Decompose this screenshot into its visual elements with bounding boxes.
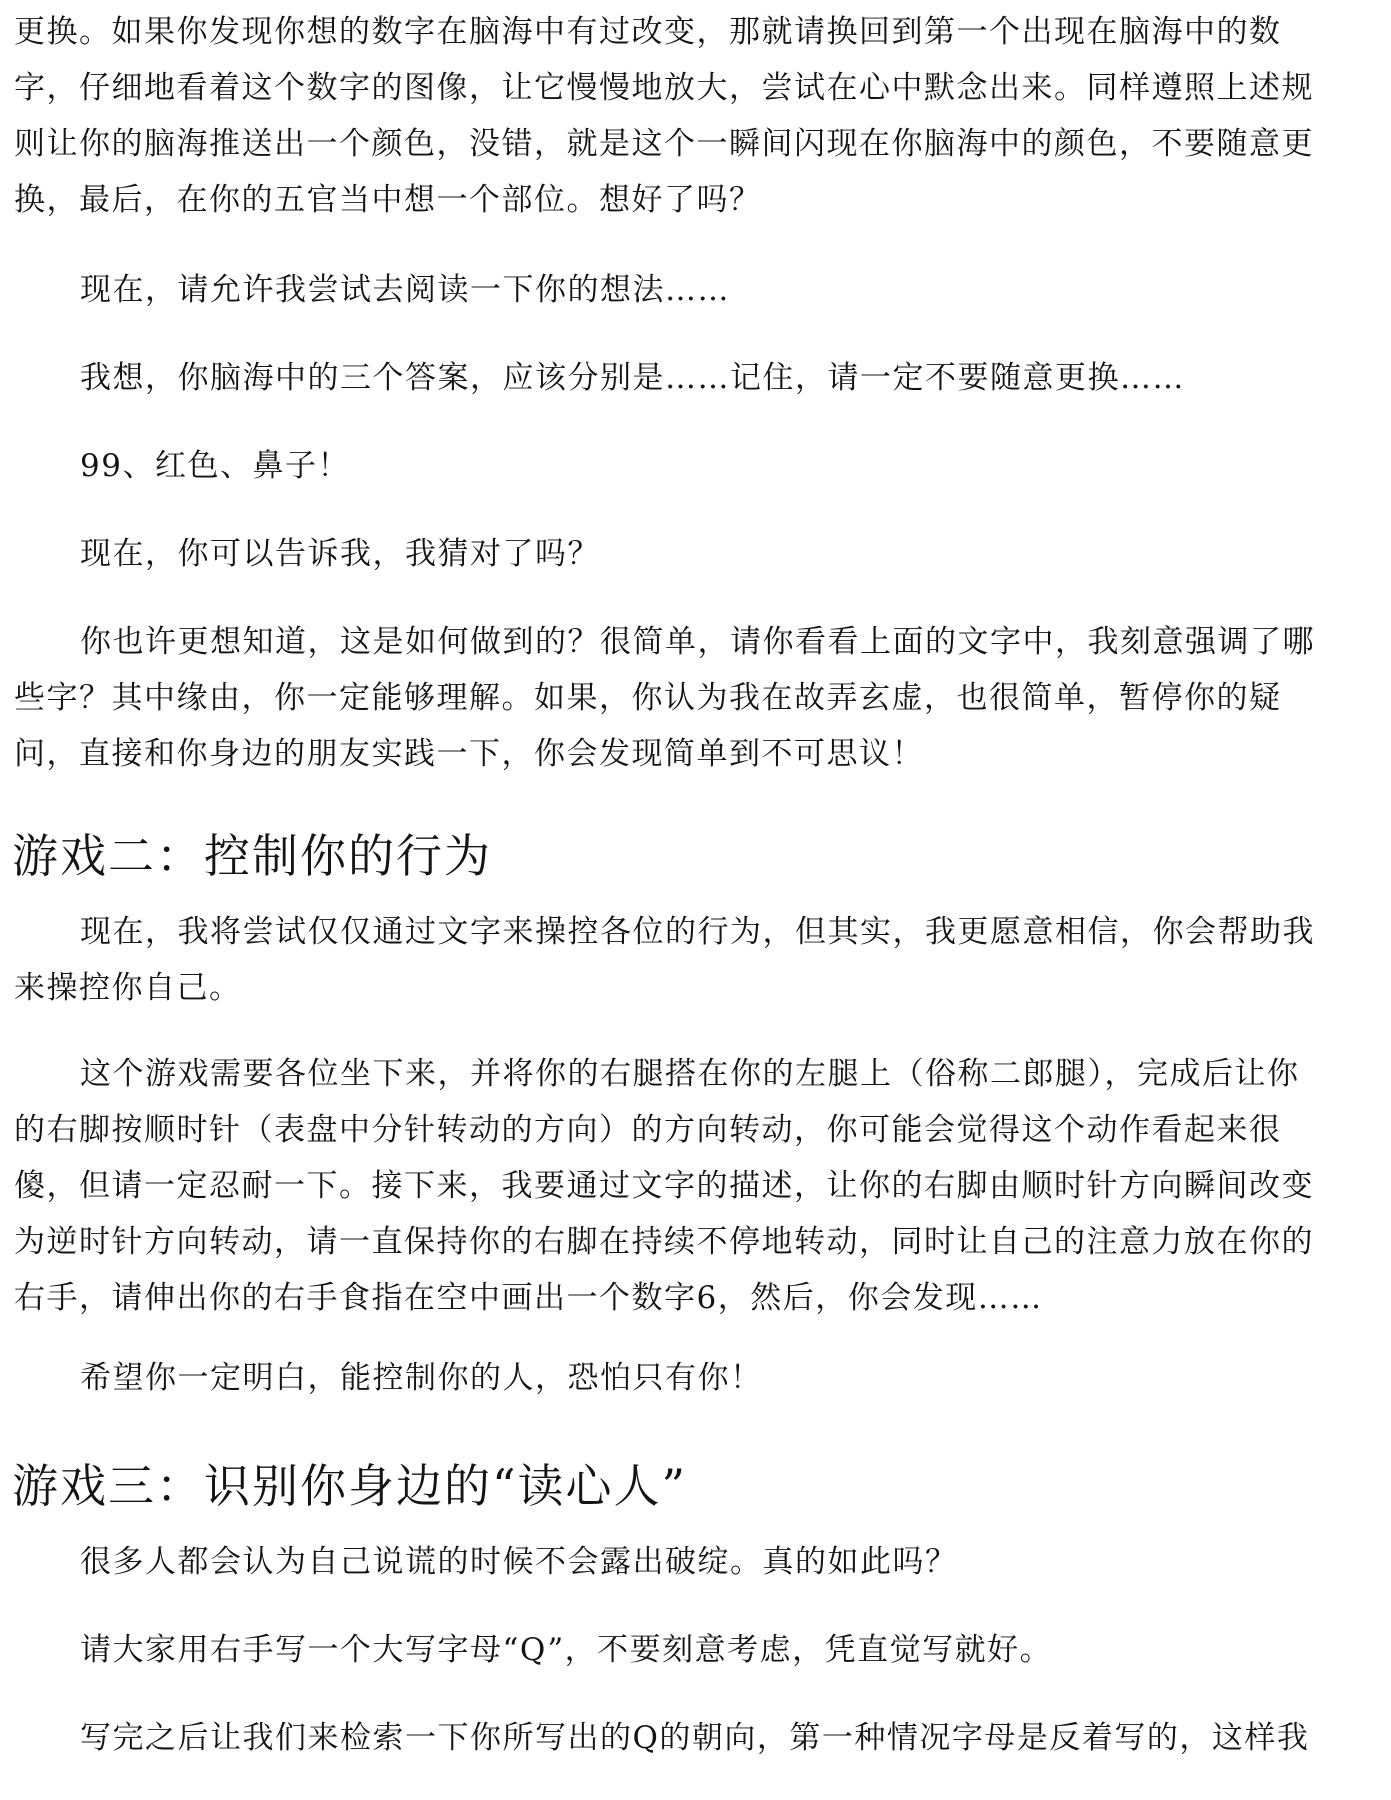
heading-game-two: 游戏二：控制你的行为 xyxy=(12,829,492,883)
text-line: 请大家用右手写一个大写字母“Q”，不要刻意考虑，凭直觉写就好。 xyxy=(80,1632,1053,1668)
paragraph-control-intro xyxy=(14,904,1374,1016)
text-line: 这个游戏需要各位坐下来，并将你的右腿搭在你的左腿上（俗称二郎腿），完成后让你 xyxy=(80,1056,1300,1092)
paragraph-how-it-works xyxy=(14,614,1374,782)
paragraph-did-i-guess xyxy=(14,526,1391,582)
text-line: 些字？其中缘由，你一定能够理解。如果，你认为我在故弄玄虚，也很简单，暂停你的疑 xyxy=(14,680,1282,716)
paragraph-three-answers xyxy=(14,350,1391,406)
text-line: 为逆时针方向转动，请一直保持你的右脚在持续不停地转动，同时让自己的注意力放在你的 xyxy=(14,1224,1314,1260)
heading-game-three: 游戏三：识别你身边的“读心人” xyxy=(12,1459,688,1513)
text-line: 你也许更想知道，这是如何做到的？很简单，请你看看上面的文字中，我刻意强调了哪 xyxy=(80,624,1315,660)
text-line: 希望你一定明白，能控制你的人，恐怕只有你！ xyxy=(80,1360,763,1396)
text-line: 则让你的脑海推送出一个颜色，没错，就是这个一瞬间闪现在你脑海中的颜色，不要随意更 xyxy=(14,126,1314,162)
text-line: 问，直接和你身边的朋友实践一下，你会发现简单到不可思议！ xyxy=(14,736,924,772)
text-line: 现在，你可以告诉我，我猜对了吗？ xyxy=(80,536,600,572)
paragraph-mind-reading-instructions xyxy=(14,4,1374,228)
text-line: 更换。如果你发现你想的数字在脑海中有过改变，那就请换回到第一个出现在脑海中的数 xyxy=(14,14,1282,50)
text-line: 很多人都会认为自己说谎的时候不会露出破绽。真的如此吗？ xyxy=(80,1544,958,1580)
text-line: 现在，请允许我尝试去阅读一下你的想法…… xyxy=(80,272,730,308)
paragraph-write-q xyxy=(14,1622,1391,1678)
text-line: 换，最后，在你的五官当中想一个部位。想好了吗？ xyxy=(14,182,762,218)
text-line: 99、红色、鼻子！ xyxy=(80,448,350,484)
text-line: 我想，你脑海中的三个答案，应该分别是……记住，请一定不要随意更换…… xyxy=(80,360,1185,396)
text-line: 来操控你自己。 xyxy=(14,970,242,1006)
text-line: 现在，我将尝试仅仅通过文字来操控各位的行为，但其实，我更愿意相信，你会帮助我 xyxy=(80,914,1315,950)
text-line: 写完之后让我们来检索一下你所写出的Q的朝向，第一种情况字母是反着写的，这样我 xyxy=(80,1720,1310,1756)
text-line: 的右脚按顺时针（表盘中分针转动的方向）的方向转动，你可能会觉得这个动作看起来很 xyxy=(14,1112,1282,1148)
text-line: 傻，但请一定忍耐一下。接下来，我要通过文字的描述，让你的右脚由顺时针方向瞬间改变 xyxy=(14,1168,1314,1204)
paragraph-q-direction xyxy=(14,1710,1391,1766)
paragraph-read-your-mind xyxy=(14,262,1391,318)
paragraph-only-you xyxy=(14,1350,1391,1406)
paragraph-foot-rotation xyxy=(14,1046,1374,1326)
paragraph-lying xyxy=(14,1534,1391,1590)
text-line: 字，仔细地看着这个数字的图像，让它慢慢地放大，尝试在心中默念出来。同样遵照上述规 xyxy=(14,70,1314,106)
paragraph-answer-reveal xyxy=(14,438,1391,494)
text-line: 右手，请伸出你的右手食指在空中画出一个数字6，然后，你会发现…… xyxy=(14,1280,1043,1316)
